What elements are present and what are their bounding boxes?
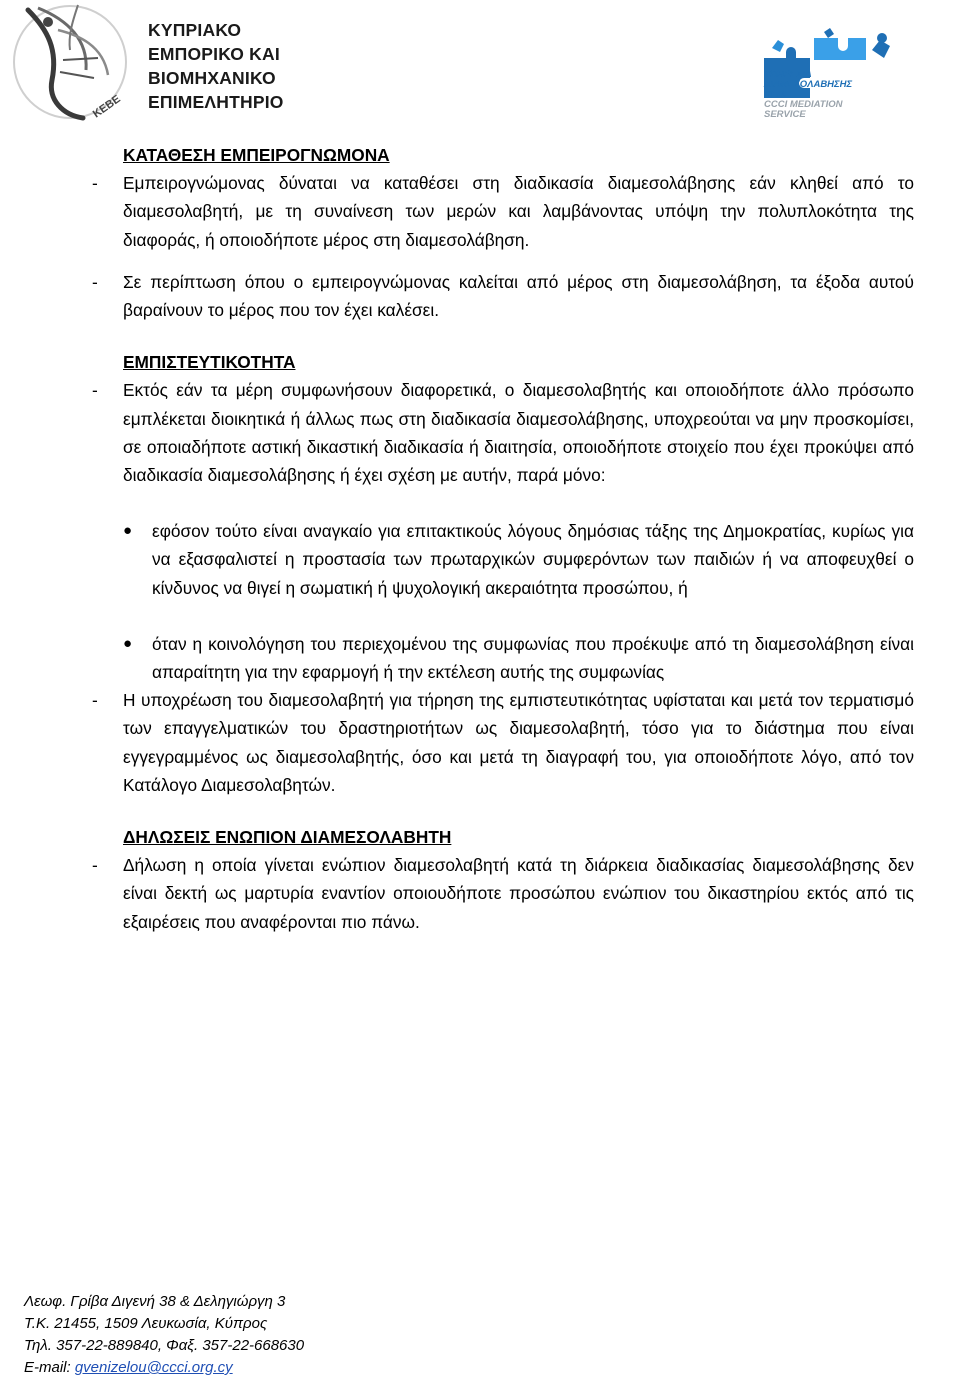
letterhead bbox=[0, 0, 960, 130]
chamber-emblem-icon bbox=[8, 0, 138, 126]
dash-marker: - bbox=[92, 690, 98, 711]
service-line: ΚΕΒΕ bbox=[764, 89, 791, 100]
footer-address: Λεωφ. Γρίβα Διγενή 38 & Δεληγιώργη 3 bbox=[24, 1293, 286, 1310]
paragraph: Σε περίπτωση όπου ο εμπειρογνώμονας καλείται από μέρος στη διαμεσολάβηση, τα έξοδα αυτού βαραίνουν το μέρος που τον έχει καλέσει. bbox=[123, 271, 914, 321]
paragraph: Εμπειρογνώμονας δύναται να καταθέσει στη διαδικασία διαμεσολάβησης εάν κληθεί από το διαμεσολαβητή, με τη συναίνεση των μερών και λαμβάνοντας υπόψη την πολυπλοκότητα της διαφοράς, ή οποιοδήποτε μέρος στη διαμεσολάβηση. bbox=[123, 173, 914, 250]
section-heading-expert: ΚΑΤΑΘΕΣΗ ΕΜΠΕΙΡΟΓΝΩΜΟΝΑ bbox=[123, 145, 390, 165]
dash-marker: - bbox=[92, 173, 98, 194]
paragraph: Δήλωση η οποία γίνεται ενώπιον διαμεσολαβητή κατά τη διάρκεια διαδικασίας διαμεσολάβησης δεν είναι δεκτή ως μαρτυρία εναντίον οποιουδήποτε προσώπου ενώπιον του δικαστηρίου εκτός από τις εξαιρέσεις που αναφέρονται πιο πάνω. bbox=[123, 855, 914, 932]
section-heading-confidentiality: ΕΜΠΙΣΤΕΥΤΙΚΟΤΗΤΑ bbox=[123, 352, 296, 373]
service-line: ΔΙΑΜΕΣΟΛΑΒΗΣΗΣ bbox=[764, 79, 853, 90]
list-item bbox=[92, 376, 914, 489]
org-line: ΚΥΠΡΙΑΚΟ bbox=[148, 20, 242, 40]
list-item bbox=[92, 268, 914, 324]
email-label: E-mail: bbox=[24, 1359, 75, 1376]
paragraph: όταν η κοινολόγηση του περιεχομένου της συμφωνίας που προέκυψε από τη διαμεσολάβηση είναι απαραίτητη για την εφαρμογή ή την εκτέλεση αυτής της συμφωνίας bbox=[152, 633, 914, 683]
email-link[interactable]: gvenizelou@ccci.org.cy bbox=[74, 1359, 233, 1376]
bullet-item bbox=[123, 630, 914, 686]
footer-contact bbox=[24, 1291, 304, 1379]
paragraph: Η υποχρέωση του διαμεσολαβητή για τήρηση της εμπιστευτικότητας υφίσταται και μετά τον τερματισμό των επαγγελματικών του δραστηριοτήτων ως διαμεσολαβητή, τόσο για το διάστημα που είναι εγγεγραμμένος ως διαμεσολαβητής, όσο και μετά τη διαγραφή του, για οποιοδήποτε λόγο, από τον Κατάλογο Διαμεσολαβητών. bbox=[123, 690, 914, 795]
bullet-icon: ● bbox=[123, 522, 133, 540]
dash-marker: - bbox=[92, 380, 98, 401]
section-heading-statements: ΔΗΛΩΣΕΙΣ ΕΝΩΠΙΟΝ ΔΙΑΜΕΣΟΛΑΒΗΤΗ bbox=[123, 827, 452, 848]
mediation-service-name bbox=[764, 70, 914, 120]
emblem-lettering: ΚΕΒΕ bbox=[90, 93, 123, 121]
service-line-en: SERVICE bbox=[764, 109, 806, 120]
list-item bbox=[92, 169, 914, 254]
organization-name bbox=[148, 18, 284, 114]
document-body bbox=[92, 141, 914, 936]
org-line: ΒΙΟΜΗΧΑΝΙΚΟ bbox=[148, 68, 276, 88]
org-line: ΕΠΙΜΕΛΗΤΗΡΙΟ bbox=[148, 92, 284, 112]
footer-postal: Τ.Κ. 21455, 1509 Λευκωσία, Κύπρος bbox=[24, 1315, 268, 1332]
footer-email-line bbox=[24, 1357, 304, 1379]
paragraph: εφόσον τούτο είναι αναγκαίο για επιτακτικούς λόγους δημόσιας τάξης της Δημοκρατίας, κυρίως για να εξασφαλιστεί η προστασία των πρωταρχικών συμφερόντων των παιδιών ή να αποφευχθεί ο κίνδυνος να θιγεί η σωματική ή ψυχολογική ακεραιότητα προσώπου, ή bbox=[152, 521, 914, 598]
footer-phones: Τηλ. 357-22-889840, Φαξ. 357-22-668630 bbox=[24, 1337, 305, 1354]
list-item bbox=[92, 851, 914, 936]
list-item bbox=[92, 686, 914, 799]
paragraph: Εκτός εάν τα μέρη συμφωνήσουν διαφορετικά, ο διαμεσολαβητής και οποιοδήποτε άλλο πρόσωπο εμπλέκεται διοικητικά ή άλλως πως στη διαδικασία διαμεσολάβησης, υποχρεούται να μην προσκομίσει, σε οποιαδήποτε αστική δικαστική διαδικασία ή διαιτησία, οποιοδήποτε στοιχείο που έχει προκύψει από διαδικασία διαμεσολάβησης ή έχει σχέση με αυτήν, παρά μόνο: bbox=[123, 380, 914, 486]
bullet-icon: ● bbox=[123, 634, 133, 652]
org-line: ΕΜΠΟΡΙΚΟ ΚΑΙ bbox=[148, 44, 280, 64]
service-line: ΥΠΗΡΕΣΙΑ bbox=[764, 69, 812, 80]
dash-marker: - bbox=[92, 855, 98, 876]
dash-marker: - bbox=[92, 271, 98, 292]
service-line-en: CCCI MEDIATION bbox=[764, 99, 843, 110]
bullet-item bbox=[123, 517, 914, 602]
